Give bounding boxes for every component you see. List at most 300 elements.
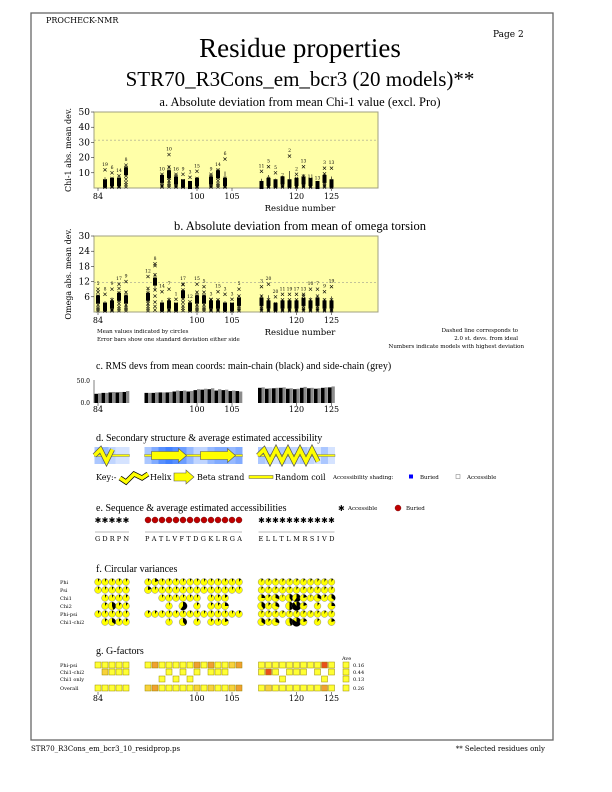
mean-marker bbox=[174, 179, 177, 182]
side-chain-bar bbox=[148, 393, 151, 403]
chart-a bbox=[79, 108, 378, 201]
buried-marker bbox=[222, 517, 228, 523]
main-chain-bar bbox=[236, 391, 240, 403]
page-subtitle: STR70_R3Cons_em_bcr3 (20 models)** bbox=[125, 67, 475, 91]
accessible-label: Accessible bbox=[467, 475, 497, 481]
max-model-label: 5 bbox=[202, 279, 206, 285]
main-chain-bar bbox=[215, 391, 219, 403]
mean-marker bbox=[146, 295, 149, 298]
circular-row-label: Chi1-chi2 bbox=[60, 620, 85, 626]
max-model-label: 14 bbox=[116, 168, 122, 174]
main-chain-bar bbox=[258, 388, 262, 403]
max-model-label: 12 bbox=[187, 294, 193, 300]
accessible-legend-icon: ✱ bbox=[338, 504, 345, 513]
max-model-label: 8 bbox=[124, 158, 128, 164]
secondary-title: d. Secondary structure & average estimated accessibility bbox=[96, 433, 323, 444]
max-model-label: 1 bbox=[174, 292, 178, 298]
shading-label: Accessibility shading: bbox=[333, 475, 394, 481]
mean-marker bbox=[309, 180, 312, 183]
mean-marker bbox=[188, 305, 191, 308]
gfactor-square bbox=[116, 685, 122, 691]
x-tick-label: 120 bbox=[288, 192, 305, 201]
variance-wedge bbox=[332, 602, 336, 606]
chart-b-xlabel: Residue number bbox=[264, 328, 336, 338]
gfactor-square bbox=[194, 685, 200, 691]
x-tick-label: 125 bbox=[323, 694, 340, 703]
gfactor-square bbox=[215, 669, 221, 675]
gfactor-square bbox=[102, 669, 108, 675]
max-model-label: 10 bbox=[166, 147, 172, 153]
side-chain-bar bbox=[204, 389, 207, 403]
mean-marker bbox=[195, 298, 198, 301]
buried-marker bbox=[166, 517, 172, 523]
y-tick-label: 40 bbox=[78, 123, 90, 134]
gfactor-square bbox=[187, 676, 193, 682]
main-chain-bar bbox=[95, 394, 99, 403]
main-chain-bar bbox=[293, 389, 297, 403]
gfactor-square bbox=[166, 685, 172, 691]
mean-marker bbox=[223, 305, 226, 308]
gfactor-row-label: Phi-psi bbox=[60, 663, 78, 669]
max-model-label: 17 bbox=[293, 287, 300, 293]
variance-wedge bbox=[225, 602, 229, 606]
side-chain-bar bbox=[290, 388, 293, 403]
gfactor-average-square bbox=[343, 685, 349, 691]
gfactor-row-label: Overall bbox=[60, 686, 79, 692]
chart-c bbox=[93, 380, 339, 414]
chart-b-note-right-3: Numbers indicate models with highest deviation bbox=[388, 344, 524, 350]
x-tick-label: 105 bbox=[224, 192, 240, 201]
side-chain-bar bbox=[197, 389, 200, 403]
gfactor-square bbox=[201, 685, 207, 691]
gfactor-square bbox=[294, 685, 300, 691]
max-model-label: 19 bbox=[286, 287, 293, 293]
max-model-label: 15 bbox=[215, 284, 221, 290]
x-tick-label: 84 bbox=[92, 316, 104, 325]
mean-marker bbox=[309, 303, 312, 306]
sequence-block-3: E L L T L M R S I V D bbox=[258, 535, 335, 543]
side-chain-bar bbox=[169, 392, 172, 403]
chart-a-xlabel: Residue number bbox=[264, 204, 336, 214]
gfactor-average-value: 0.26 bbox=[353, 686, 365, 692]
gfactor-square bbox=[222, 685, 228, 691]
y-tick-label: 30 bbox=[78, 232, 90, 242]
accessible-marker: ✱ bbox=[272, 516, 279, 525]
chart-b-ylabel: Omega abs. mean dev. bbox=[64, 228, 73, 320]
max-model-label: 13 bbox=[314, 176, 321, 182]
side-chain-bar bbox=[304, 387, 307, 403]
side-chain-bar bbox=[211, 388, 214, 403]
gfactor-square bbox=[208, 669, 214, 675]
max-model-label: 10 bbox=[307, 282, 314, 288]
side-chain-bar bbox=[218, 389, 221, 403]
mean-marker bbox=[274, 305, 277, 308]
gfactor-square bbox=[116, 669, 122, 675]
mean-marker bbox=[230, 305, 233, 308]
max-model-label: 11 bbox=[307, 174, 314, 180]
buried-marker bbox=[187, 517, 193, 523]
gfactor-square bbox=[322, 676, 328, 682]
mean-marker bbox=[281, 303, 284, 306]
mean-marker bbox=[117, 180, 120, 183]
buried-swatch bbox=[409, 475, 413, 479]
side-chain-bar bbox=[232, 391, 235, 403]
plot-area bbox=[94, 112, 378, 188]
max-model-label: 9 bbox=[209, 167, 213, 173]
gfactors-title: g. G-factors bbox=[96, 646, 144, 657]
gfactor-square bbox=[222, 669, 228, 675]
x-tick-label: 84 bbox=[92, 192, 104, 201]
main-chain-bar bbox=[173, 392, 177, 404]
mean-marker bbox=[209, 179, 212, 182]
mean-marker bbox=[124, 170, 127, 173]
secondary-structure-strip bbox=[95, 447, 336, 464]
chart-b-note-right-1: Dashed line corresponds to bbox=[441, 328, 518, 334]
gfactors bbox=[60, 662, 364, 692]
x-tick-label: 125 bbox=[323, 192, 340, 201]
gfactor-square bbox=[266, 685, 272, 691]
gfactor-square bbox=[123, 685, 129, 691]
buried-marker bbox=[152, 517, 158, 523]
max-model-label: 13 bbox=[328, 161, 335, 167]
gfactor-square bbox=[180, 662, 186, 668]
gfactor-square bbox=[329, 669, 335, 675]
circular-row-label: Phi-psi bbox=[60, 612, 78, 618]
max-model-label: 3 bbox=[230, 292, 234, 298]
side-chain-bar bbox=[105, 393, 108, 403]
side-chain-bar bbox=[318, 388, 321, 403]
gfactor-square bbox=[194, 669, 200, 675]
mean-marker bbox=[281, 179, 284, 182]
chart-b-note-left-1: Mean values indicated by circles bbox=[97, 329, 189, 335]
program-name: PROCHECK-NMR bbox=[46, 16, 119, 25]
side-chain-bar bbox=[112, 392, 115, 403]
max-model-label: 5 bbox=[267, 159, 270, 165]
gfactor-square bbox=[280, 662, 286, 668]
mean-marker bbox=[117, 295, 120, 298]
side-chain-bar bbox=[311, 388, 314, 403]
secondary-key bbox=[96, 470, 496, 484]
accessible-marker: ✱ bbox=[300, 516, 307, 525]
x-tick-label: 100 bbox=[189, 694, 205, 703]
gfactor-square bbox=[301, 662, 307, 668]
side-chain-bar bbox=[325, 387, 328, 403]
main-chain-bar bbox=[272, 388, 276, 403]
gfactor-square bbox=[259, 685, 265, 691]
x-tick-label: 84 bbox=[92, 694, 104, 703]
accessible-marker: ✱ bbox=[94, 516, 102, 525]
mean-marker bbox=[174, 305, 177, 308]
max-model-label: 2 bbox=[281, 173, 284, 179]
gfactor-square bbox=[173, 662, 179, 668]
max-model-label: 15 bbox=[194, 164, 200, 170]
main-chain-bar bbox=[307, 388, 311, 403]
gfactor-square bbox=[166, 662, 172, 668]
gfactor-square bbox=[180, 669, 186, 675]
buried-legend-icon bbox=[395, 505, 401, 511]
accessible-marker: ✱ bbox=[258, 516, 265, 525]
chart-c-ytick-top: 50.0 bbox=[76, 378, 90, 385]
mean-marker bbox=[295, 303, 298, 306]
mean-marker bbox=[216, 303, 219, 306]
max-model-label: 9 bbox=[323, 284, 326, 290]
gfactor-square bbox=[159, 662, 165, 668]
circular-variances bbox=[60, 578, 335, 626]
sequence-block-2: P A T L V F T D G K L R G A bbox=[145, 535, 242, 543]
strand-key-label: Beta strand bbox=[197, 473, 245, 482]
main-chain-bar bbox=[208, 389, 212, 403]
plot-area bbox=[94, 236, 378, 312]
max-model-label: 5 bbox=[274, 165, 277, 171]
x-tick-label: 125 bbox=[323, 316, 340, 325]
x-tick-label: 105 bbox=[224, 316, 240, 325]
mean-marker bbox=[167, 303, 170, 306]
gfactor-square bbox=[287, 669, 293, 675]
chart-c-title: c. RMS devs from mean coords: main-chain (black) and side-chain (grey) bbox=[96, 361, 392, 372]
max-model-label: 8 bbox=[103, 287, 107, 293]
circular-row-label: Psi bbox=[60, 588, 68, 594]
max-model-label: 2 bbox=[288, 149, 291, 155]
gfactor-square bbox=[236, 662, 242, 668]
main-chain-bar bbox=[265, 389, 269, 403]
main-chain-bar bbox=[300, 388, 304, 403]
max-model-label: 19 bbox=[328, 279, 335, 285]
gfactor-square bbox=[294, 669, 300, 675]
side-chain-bar bbox=[98, 393, 101, 403]
max-model-label: 20 bbox=[265, 277, 272, 283]
accessible-marker: ✱ bbox=[321, 516, 328, 525]
main-chain-bar bbox=[194, 390, 198, 403]
main-chain-bar bbox=[109, 392, 113, 403]
gfactor-square bbox=[159, 676, 165, 682]
mean-marker bbox=[103, 182, 106, 185]
accessible-marker: ✱ bbox=[265, 516, 272, 525]
max-model-label: 9 bbox=[124, 274, 128, 280]
max-model-label: 19 bbox=[102, 162, 108, 168]
page-title: Residue properties bbox=[199, 33, 401, 63]
max-model-label: 14 bbox=[159, 284, 165, 290]
gfactor-square bbox=[109, 685, 115, 691]
y-tick-label: 6 bbox=[84, 292, 90, 303]
helix-key-label: Helix bbox=[150, 473, 172, 482]
side-chain-bar bbox=[126, 391, 129, 403]
gfactor-square bbox=[173, 676, 179, 682]
gfactor-row-label: Chi1-chi2 bbox=[60, 670, 85, 676]
mean-marker bbox=[96, 298, 99, 301]
buried-marker bbox=[229, 517, 235, 523]
key-label: Key:- bbox=[96, 473, 117, 482]
gfactor-square bbox=[95, 685, 101, 691]
gfactor-square bbox=[266, 669, 272, 675]
strand-key-icon bbox=[174, 470, 194, 484]
accessible-marker: ✱ bbox=[286, 516, 293, 525]
main-chain-bar bbox=[123, 392, 127, 403]
max-model-label: 2 bbox=[295, 167, 298, 173]
main-chain-bar bbox=[116, 392, 120, 403]
footer-note: ** Selected residues only bbox=[455, 745, 545, 753]
x-tick-label: 84 bbox=[92, 405, 104, 414]
x-tick-label: 120 bbox=[288, 694, 305, 703]
mean-marker bbox=[288, 303, 291, 306]
main-chain-bar bbox=[102, 393, 106, 403]
gfactor-square bbox=[123, 669, 129, 675]
chart-b-note-left-2: Error bars show one standard deviation either side bbox=[97, 337, 240, 343]
mean-marker bbox=[295, 180, 298, 183]
side-chain-bar bbox=[269, 388, 272, 403]
mean-marker bbox=[195, 180, 198, 183]
main-chain-bar bbox=[159, 392, 163, 403]
accessible-swatch bbox=[456, 475, 460, 479]
main-chain-bar bbox=[279, 388, 283, 403]
gfactor-square bbox=[109, 669, 115, 675]
main-chain-bar bbox=[222, 390, 226, 403]
sequence-accessibility-marks bbox=[95, 516, 336, 532]
gfactor-square bbox=[315, 669, 321, 675]
y-tick-label: 24 bbox=[78, 247, 90, 258]
gfactor-square bbox=[287, 685, 293, 691]
mean-marker bbox=[110, 303, 113, 306]
gfactors-axis bbox=[93, 692, 339, 703]
gfactor-square bbox=[152, 685, 158, 691]
page-number: Page 2 bbox=[493, 30, 524, 40]
side-chain-bar bbox=[183, 391, 186, 403]
chart-a-title: a. Absolute deviation from mean Chi-1 value (excl. Pro) bbox=[159, 95, 441, 109]
side-chain-bar bbox=[262, 387, 265, 403]
mean-marker bbox=[181, 182, 184, 185]
mean-marker bbox=[302, 300, 305, 303]
gfactor-square bbox=[95, 662, 101, 668]
side-chain-bar bbox=[276, 388, 279, 403]
gfactor-square bbox=[159, 685, 165, 691]
gfactor-square bbox=[329, 685, 335, 691]
mean-marker bbox=[188, 183, 191, 186]
x-tick-label: 120 bbox=[288, 405, 305, 414]
mean-marker bbox=[323, 303, 326, 306]
gfactor-square bbox=[308, 685, 314, 691]
mean-marker bbox=[316, 300, 319, 303]
chart-b-title: b. Absolute deviation from mean of omega torsion bbox=[173, 219, 427, 233]
accessible-marker: ✱ bbox=[328, 516, 335, 525]
max-model-label: 10 bbox=[159, 167, 165, 173]
mean-marker bbox=[267, 303, 270, 306]
mean-marker bbox=[103, 305, 106, 308]
gfactor-square bbox=[301, 669, 307, 675]
max-model-label: 3 bbox=[223, 287, 227, 293]
buried-marker bbox=[180, 517, 186, 523]
max-model-label: 12 bbox=[145, 269, 151, 275]
gfactor-square bbox=[194, 662, 200, 668]
mean-marker bbox=[260, 300, 263, 303]
mean-marker bbox=[153, 280, 156, 283]
gfactor-square bbox=[273, 685, 279, 691]
y-tick-label: 10 bbox=[78, 168, 90, 179]
max-model-label: 15 bbox=[194, 277, 200, 283]
accessible-marker: ✱ bbox=[108, 516, 116, 525]
gfactor-square bbox=[116, 662, 122, 668]
gfactor-square bbox=[308, 662, 314, 668]
gfactor-square bbox=[109, 662, 115, 668]
gfactor-square bbox=[259, 662, 265, 668]
x-tick-label: 120 bbox=[288, 316, 305, 325]
buried-label: Buried bbox=[420, 475, 439, 481]
chart-a-ylabel: Chi-1 abs. mean dev. bbox=[64, 107, 73, 193]
gfactor-square bbox=[229, 685, 235, 691]
max-model-label: 5 bbox=[237, 282, 241, 288]
gfactor-square bbox=[201, 662, 207, 668]
max-model-label: 5 bbox=[96, 282, 100, 288]
gfactor-square bbox=[280, 685, 286, 691]
mean-marker bbox=[323, 177, 326, 180]
buried-marker bbox=[194, 517, 200, 523]
mean-marker bbox=[216, 173, 219, 176]
chart-b-note-right-2: 2.0 st. devs. from ideal bbox=[454, 336, 518, 342]
side-chain-bar bbox=[119, 392, 122, 403]
max-model-label: 13 bbox=[300, 287, 307, 293]
mean-marker bbox=[181, 293, 184, 296]
gfactor-square bbox=[166, 669, 172, 675]
gfactor-square bbox=[322, 662, 328, 668]
buried-marker bbox=[201, 517, 207, 523]
coil-key-label: Random coil bbox=[275, 473, 326, 482]
mean-marker bbox=[223, 180, 226, 183]
circular-row-label: Chi1 bbox=[60, 596, 72, 602]
mean-marker bbox=[160, 305, 163, 308]
circular-title: f. Circular variances bbox=[96, 564, 178, 575]
accessible-marker: ✱ bbox=[122, 516, 130, 525]
main-chain-bar bbox=[152, 393, 156, 403]
circular-row-label: Phi bbox=[60, 580, 69, 586]
side-chain-bar bbox=[239, 392, 242, 404]
max-model-label: 8 bbox=[153, 256, 157, 262]
main-chain-bar bbox=[229, 391, 233, 403]
mean-marker bbox=[237, 300, 240, 303]
gfactor-square bbox=[152, 662, 158, 668]
gfactor-average-square bbox=[343, 676, 349, 682]
footer-filename: STR70_R3Cons_em_bcr3_10_residprop.ps bbox=[31, 745, 181, 753]
side-chain-bar bbox=[176, 391, 179, 403]
mean-marker bbox=[267, 180, 270, 183]
mean-marker bbox=[330, 303, 333, 306]
gfactor-square bbox=[215, 685, 221, 691]
coil-key-icon bbox=[249, 476, 273, 479]
x-tick-label: 100 bbox=[189, 316, 205, 325]
sequence-block-1: G D R P N bbox=[95, 535, 129, 543]
max-model-label: 20 bbox=[272, 289, 279, 295]
mean-marker bbox=[330, 182, 333, 185]
main-chain-bar bbox=[187, 392, 191, 404]
mean-marker bbox=[160, 177, 163, 180]
x-tick-label: 105 bbox=[224, 694, 240, 703]
max-model-label: 13 bbox=[300, 159, 307, 165]
gfactor-square bbox=[145, 685, 151, 691]
main-chain-bar bbox=[328, 387, 332, 403]
mean-marker bbox=[124, 298, 127, 301]
gfactor-average-value: 0.16 bbox=[353, 663, 365, 669]
mean-marker bbox=[110, 180, 113, 183]
sequence-title: e. Sequence & average estimated accessibilities bbox=[96, 503, 287, 514]
buried-marker bbox=[236, 517, 242, 523]
main-chain-bar bbox=[286, 389, 290, 403]
gfactor-square bbox=[222, 662, 228, 668]
mean-marker bbox=[274, 182, 277, 185]
max-model-label: 7 bbox=[167, 282, 171, 288]
max-model-label: 11 bbox=[279, 287, 286, 293]
gfactors-ave-label: Ave bbox=[342, 656, 352, 662]
side-chain-bar bbox=[162, 392, 165, 403]
mean-marker bbox=[167, 173, 170, 176]
x-tick-label: 125 bbox=[323, 405, 340, 414]
max-model-label: 3 bbox=[188, 170, 192, 176]
